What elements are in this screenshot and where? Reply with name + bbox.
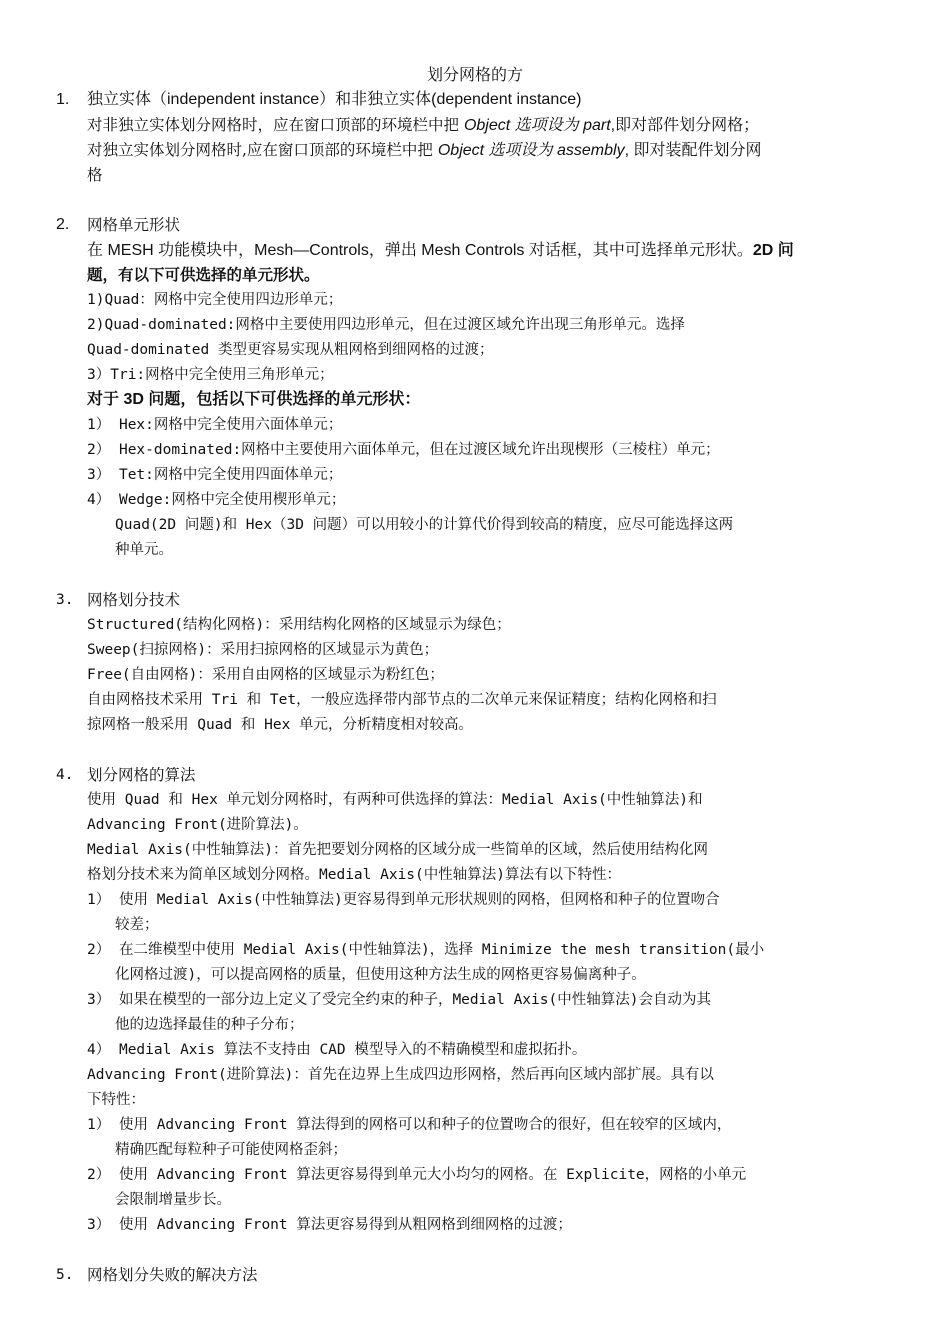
list-item-continuation: 化网格过渡)，可以提高网格的质量，但使用这种方法生成的网格更容易偏离种子。 [115,967,646,983]
section-number: 1. [56,91,70,108]
paragraph-line: 使用 Quad 和 Hex 单元划分网格时，有两种可供选择的算法：Medial Axis(中性轴算法)和 [87,792,703,808]
list-item: 4） Medial Axis 算法不支持由 CAD 模型导入的不精确模型和虚拟拓扑。 [87,1042,587,1058]
list-item: 1） 使用 Medial Axis(中性轴算法)更容易得到单元形状规则的网格，但网格和种子的位置吻合 [87,892,720,908]
list-item-continuation: 会限制增量步长。 [115,1192,231,1208]
section-heading: 划分网格的算法 [87,766,196,784]
paragraph-line: Medial Axis(中性轴算法)：首先把要划分网格的区域分成一些简单的区域，然后使用结构化网 [87,842,708,858]
subheading: 对于 3D 问题，包括以下可供选择的单元形状： [87,391,421,408]
list-item: 4） Wedge:网格中完全使用楔形单元； [87,492,346,508]
list-item: 2） 在二维模型中使用 Medial Axis(中性轴算法)，选择 Minimize the mesh transition(最小 [87,942,765,958]
section-number: 2. [56,216,70,233]
paragraph-line: 下特性： [87,1092,145,1108]
list-item: 2） 使用 Advancing Front 算法更容易得到单元大小均匀的网格。在 Explicite，网格的小单元 [87,1167,747,1183]
paragraph-line: 自由网格技术采用 Tri 和 Tet，一般应选择带内部节点的二次单元来保证精度；结构化网格和扫 [87,692,717,708]
list-item-continuation: 他的边选择最佳的种子分布； [115,1017,304,1033]
list-item: Quad-dominated 类型更容易实现从粗网格到细网格的过渡； [87,342,494,358]
list-item: 3） Tet:网格中完全使用四面体单元； [87,467,343,483]
list-item-continuation: 较差； [115,917,159,933]
text-run: 在 MESH 功能模块中，Mesh—Controls，弹出 Mesh Controls 对话框，其中可选择单元形状。 [87,242,753,259]
paragraph-line: Structured(结构化网格)：采用结构化网格的区域显示为绿色； [87,617,511,633]
page-title: 划分网格的方 [426,65,523,84]
paragraph-line [87,139,761,162]
paragraph-line: Sweep(扫掠网格)：采用扫掠网格的区域显示为黄色； [87,642,439,658]
italic-run: Object 选项设为 assembly [437,142,625,159]
section-heading: 独立实体（independent instance）和非独立实体(dependent instance) [87,91,582,108]
paragraph-line: 题，有以下可供选择的单元形状。 [87,265,320,284]
paragraph-line: 格划分技术来为简单区域划分网格。Medial Axis(中性轴算法)算法有以下特性： [87,867,621,883]
list-item: 1)Quad：网格中完全使用四边形单元； [87,292,343,308]
section-heading: 网格划分技术 [87,591,181,609]
list-item: 3） 使用 Advancing Front 算法更容易得到从粗网格到细网格的过渡； [87,1217,572,1233]
text-run: 对非独立实体划分网格时，应在窗口顶部的环境栏中把 [87,116,464,134]
text-run: ,即对部件划分网格； [610,117,760,134]
section-heading: 网格划分失败的解决方法 [87,1266,258,1284]
list-item: 1） Hex:网格中完全使用六面体单元； [87,417,343,433]
list-item: 1） 使用 Advancing Front 算法得到的网格可以和种子的位置吻合的很好，但在较窄的区域内， [87,1117,732,1133]
section-heading: 网格单元形状 [87,216,181,234]
list-item: 2） Hex-dominated:网格中主要使用六面体单元，但在过渡区域允许出现楔形（三棱柱）单元； [87,442,720,458]
text-run: , 即对装配件划分网 [624,142,762,159]
list-item-continuation: 精确匹配每粒种子可能使网格歪斜； [115,1142,347,1158]
paragraph-line [87,114,759,137]
paragraph-line: Free(自由网格)：采用自由网格的区域显示为粉红色； [87,667,444,683]
list-item: 3） 如果在模型的一部分边上定义了受完全约束的种子，Medial Axis(中性轴算法)会自动为其 [87,992,711,1008]
paragraph-line: 格 [87,166,103,184]
paragraph-line: 掠网格一般采用 Quad 和 Hex 单元，分析精度相对较高。 [87,717,474,733]
paragraph-line: Quad(2D 问题)和 Hex（3D 问题）可以用较小的计算代价得到较高的精度，应尽可能选择这两 [115,517,734,533]
list-item: 3）Tri:网格中完全使用三角形单元； [87,367,334,383]
bold-run: 2D 问 [752,242,794,259]
paragraph-line: 种单元。 [115,542,173,558]
section-number: 4. [56,767,74,783]
paragraph-line: Advancing Front(进阶算法)。 [87,817,308,833]
list-item: 2)Quad-dominated:网格中主要使用四边形单元，但在过渡区域允许出现三角形单元。选择 [87,317,685,333]
paragraph-line: Advancing Front(进阶算法)：首先在边界上生成四边形网格，然后再向区域内部扩展。具有以 [87,1067,714,1083]
paragraph-line [87,239,794,262]
section-number: 3. [56,592,74,608]
section-number: 5. [56,1267,74,1283]
italic-run: Object 选项设为 part [463,117,611,134]
text-run: 对独立实体划分网格时,应在窗口顶部的环境栏中把 [87,141,438,159]
